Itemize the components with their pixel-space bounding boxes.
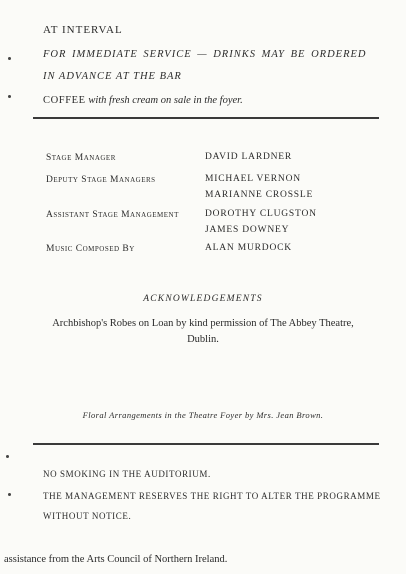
acknowledgements-heading: ACKNOWLEDGEMENTS bbox=[143, 294, 263, 304]
arts-council-line: assistance from the Arts Council of Northern Ireland. bbox=[4, 554, 228, 565]
management-notice-line2: WITHOUT NOTICE. bbox=[43, 511, 132, 521]
credit-name: DAVID LARDNER bbox=[205, 152, 293, 162]
credit-name: DOROTHY CLUGSTON bbox=[205, 209, 317, 219]
credit-name: ALAN MURDOCK bbox=[205, 243, 292, 253]
divider-bottom bbox=[33, 443, 379, 445]
credit-role-stage-manager: Stage Manager bbox=[46, 153, 116, 163]
credit-role-deputy-stage-managers: Deputy Stage Managers bbox=[46, 175, 156, 185]
interval-service-line1: FOR IMMEDIATE SERVICE — DRINKS MAY BE ORDERED bbox=[43, 49, 367, 60]
coffee-line bbox=[43, 95, 243, 106]
management-notice-line1: THE MANAGEMENT RESERVES THE RIGHT TO ALTER THE PROGRAMME bbox=[43, 491, 381, 501]
margin-mark bbox=[8, 57, 11, 60]
margin-mark bbox=[8, 95, 11, 98]
coffee-rest: with fresh cream on sale in the foyer. bbox=[88, 95, 243, 106]
credit-role-music-composed-by: Music Composed By bbox=[46, 244, 135, 254]
robes-line1: Archbishop's Robes on Loan by kind permission of The Abbey Theatre, bbox=[52, 318, 354, 329]
interval-service-line2: IN ADVANCE AT THE BAR bbox=[43, 71, 182, 82]
no-smoking-notice: NO SMOKING IN THE AUDITORIUM. bbox=[43, 469, 211, 479]
floral-line: Floral Arrangements in the Theatre Foyer by Mrs. Jean Brown. bbox=[82, 410, 324, 420]
coffee-caps: COFFEE bbox=[43, 95, 86, 106]
robes-line2: Dublin. bbox=[187, 334, 219, 345]
credit-name: MARIANNE CROSSLE bbox=[205, 190, 314, 200]
credit-name: MICHAEL VERNON bbox=[205, 174, 301, 184]
credit-name: JAMES DOWNEY bbox=[205, 225, 290, 235]
margin-mark bbox=[8, 493, 11, 496]
interval-heading: AT INTERVAL bbox=[43, 24, 123, 36]
divider-top bbox=[33, 117, 379, 119]
credit-role-assistant-stage-management: Assistant Stage Management bbox=[46, 210, 179, 220]
margin-mark bbox=[6, 455, 9, 458]
